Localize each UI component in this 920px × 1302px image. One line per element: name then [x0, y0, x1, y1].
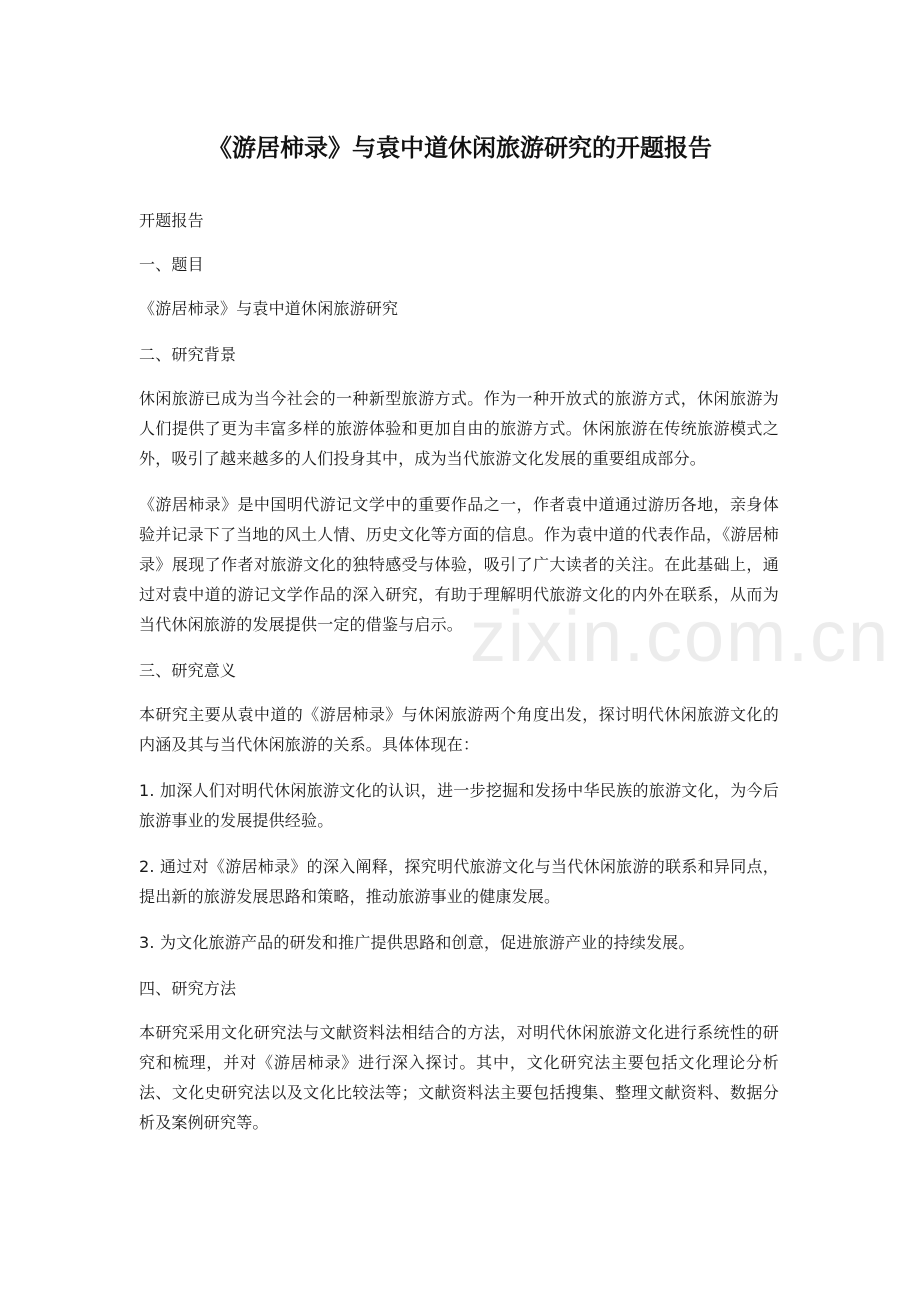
paragraph-methods: 本研究采用文化研究法与文献资料法相结合的方法，对明代休闲旅游文化进行系统性的研究和梳理，并对《游居柿录》进行深入探讨。其中，文化研究法主要包括文化理论分析法、文化史研究法以及文化比较法等；文献资料法主要包括搜集、整理文献资料、数据分析及案例研究等。	[139, 1023, 779, 1132]
heading-background: 二、研究背景	[139, 345, 237, 364]
document-title: 《游居柿录》与袁中道休闲旅游研究的开题报告	[208, 134, 712, 162]
list-item-significance-2: 2. 通过对《游居柿录》的深入阐释，探究明代旅游文化与当代休闲旅游的联系和异同点，提出新的旅游发展思路和策略，推动旅游事业的健康发展。	[139, 857, 779, 906]
paragraph-topic: 《游居柿录》与袁中道休闲旅游研究	[139, 299, 399, 318]
document-body	[139, 206, 779, 1154]
watermark: zixin.com.cn	[470, 597, 891, 677]
paragraph-background-1: 休闲旅游已成为当今社会的一种新型旅游方式。作为一种开放式的旅游方式，休闲旅游为人们提供了更为丰富多样的旅游体验和更加自由的旅游方式。休闲旅游在传统旅游模式之外，吸引了越来越多的人们投身其中，成为当代旅游文化发展的重要组成部分。	[139, 389, 779, 468]
paragraph-significance-intro: 本研究主要从袁中道的《游居柿录》与休闲旅游两个角度出发，探讨明代休闲旅游文化的内涵及其与当代休闲旅游的关系。具体体现在：	[139, 705, 779, 754]
heading-significance: 三、研究意义	[139, 661, 237, 680]
list-item-significance-1: 1. 加深人们对明代休闲旅游文化的认识，进一步挖掘和发扬中华民族的旅游文化，为今后旅游事业的发展提供经验。	[139, 781, 779, 830]
heading-methods: 四、研究方法	[139, 979, 237, 998]
heading-topic: 一、题目	[139, 255, 204, 274]
list-item-significance-3: 3. 为文化旅游产品的研发和推广提供思路和创意，促进旅游产业的持续发展。	[139, 933, 695, 952]
section-label: 开题报告	[139, 211, 204, 230]
paragraph-background-2: 《游居柿录》是中国明代游记文学中的重要作品之一，作者袁中道通过游历各地，亲身体验并记录下了当地的风土人情、历史文化等方面的信息。作为袁中道的代表作品，《游居柿录》展现了作者对旅游文化的独特感受与体验，吸引了广大读者的关注。在此基础上，通过对袁中道的游记文学作品的深入研究，有助于理解明代旅游文化的内外在联系，从而为当代休闲旅游的发展提供一定的借鉴与启示。	[139, 495, 780, 634]
